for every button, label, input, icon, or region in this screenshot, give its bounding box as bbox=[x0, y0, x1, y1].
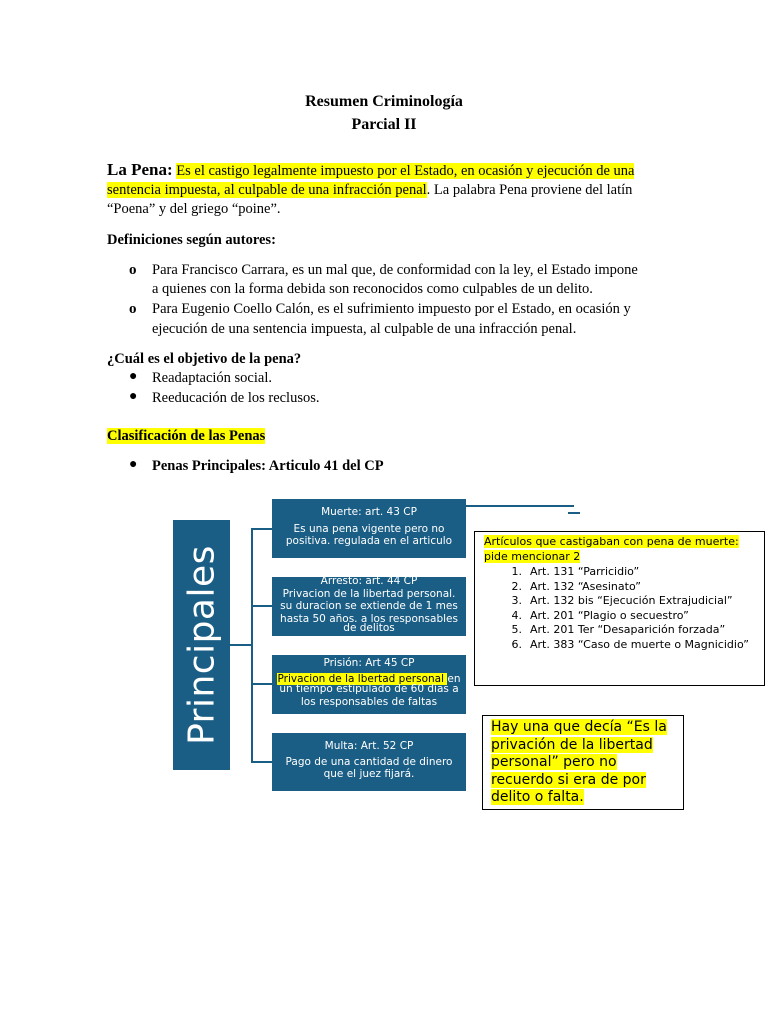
connector-line bbox=[251, 528, 272, 530]
intro-definition-highlight-2: sentencia impuesta, al culpable de una infracción penal bbox=[107, 181, 427, 198]
definition-item-1-line-1: Para Francisco Carrara, es un mal que, de conformidad con la ley, el Estado impone bbox=[152, 262, 638, 278]
document-subtitle: Parcial II bbox=[351, 116, 417, 133]
intro-rest-2: “Poena” y del griego “poine”. bbox=[107, 201, 281, 217]
list-item: 2. Art. 132 “Asesinato” bbox=[511, 579, 641, 593]
intro-rest-1: . La palabra Pena proviene del latín bbox=[426, 181, 633, 198]
intro-paragraph bbox=[107, 160, 667, 220]
list-item: 6. Art. 383 “Caso de muerte o Magnicidio” bbox=[511, 637, 749, 651]
connector-line bbox=[251, 528, 253, 762]
list-item: 1. Art. 131 “Parricidio” bbox=[511, 565, 640, 578]
objective-heading: ¿Cuál es el objetivo de la pena? bbox=[107, 351, 302, 367]
bullet-o-icon: o bbox=[129, 301, 137, 317]
box-title: Multa: Art. 52 CP bbox=[324, 740, 414, 752]
connector-line bbox=[568, 512, 580, 514]
box-text: Privacion de la lbertad personal en bbox=[277, 672, 461, 685]
diagram-box-arresto bbox=[272, 577, 466, 636]
bullet-dot-icon: ● bbox=[129, 457, 138, 472]
diagram-root-box bbox=[173, 520, 230, 770]
box-text: Privacion de la libertad personal. bbox=[282, 587, 456, 600]
box-title: Arresto: art. 44 CP bbox=[320, 577, 418, 587]
box-text: de delitos bbox=[343, 622, 395, 634]
definition-item-2-line-2: ejecución de una sentencia impuesta, al culpable de una infracción penal. bbox=[152, 321, 577, 337]
diagram-box-multa bbox=[272, 733, 466, 791]
bullet-dot-icon: ● bbox=[129, 389, 138, 404]
box-text: que el juez fijará. bbox=[323, 768, 415, 780]
list-item: 5. Art. 201 Ter “Desaparición forzada” bbox=[511, 623, 726, 636]
document-title: Resumen Criminología bbox=[305, 93, 463, 110]
diagram-box-prision bbox=[272, 655, 466, 714]
objective-item-1: Readaptación social. bbox=[152, 370, 272, 386]
box-text: Es una pena vigente pero no bbox=[293, 522, 445, 535]
classification-heading: Clasificación de las Penas bbox=[107, 428, 266, 444]
note-article-list bbox=[511, 565, 749, 652]
definition-item-2-line-1: Para Eugenio Coello Calón, es el sufrimiento impuesto por el Estado, en ocasión y bbox=[152, 301, 631, 317]
box-title: Prisión: Art 45 CP bbox=[323, 657, 415, 669]
connector-line bbox=[466, 505, 574, 507]
intro-term: La Pena: bbox=[107, 160, 173, 179]
intro-definition-highlight: Es el castigo legalmente impuesto por el Estado, en ocasión y ejecución de una bbox=[176, 163, 635, 179]
box-text: hasta 50 años. a los responsables bbox=[280, 612, 458, 625]
note-header: Artículos que castigaban con pena de muerte: pide mencionar 2 bbox=[484, 535, 739, 563]
definitions-heading: Definiciones según autores: bbox=[107, 232, 276, 248]
note-death-penalty-articles bbox=[474, 531, 765, 686]
connector-line bbox=[251, 761, 272, 763]
list-item: 3. Art. 132 bis “Ejecución Extrajudicial” bbox=[511, 594, 733, 607]
connector-line bbox=[251, 605, 272, 607]
objective-item-2: Reeducación de los reclusos. bbox=[152, 390, 320, 406]
bullet-dot-icon: ● bbox=[129, 369, 138, 384]
diagram-box-muerte bbox=[272, 499, 466, 558]
classification-subheading: Penas Principales: Articulo 41 del CP bbox=[152, 458, 384, 474]
definition-item-1-line-2: a quienes con la forma debida son reconocidos como culpables de un delito. bbox=[152, 281, 593, 297]
box-text: Pago de una cantidad de dinero bbox=[285, 755, 453, 768]
list-item: 4. Art. 201 “Plagio o secuestro” bbox=[511, 608, 689, 622]
note-text: Hay una que decía “Es la privación de la libertad personal” pero no recuerdo si era de por delito o falta. bbox=[491, 719, 667, 805]
connector-line bbox=[251, 683, 272, 685]
note-prison-remark bbox=[482, 715, 684, 810]
box-text: los responsables de faltas bbox=[300, 695, 438, 708]
box-title: Muerte: art. 43 CP bbox=[321, 506, 417, 518]
bullet-o-icon: o bbox=[129, 262, 137, 278]
box-text: su duracion se extiende de 1 mes bbox=[280, 600, 458, 612]
diagram-root-label: Principales bbox=[181, 545, 222, 745]
connector-line bbox=[230, 644, 252, 646]
box-text: un tiempo estipulado de 60 dias a bbox=[279, 683, 459, 695]
box-text: positiva. regulada en el articulo bbox=[285, 535, 453, 547]
